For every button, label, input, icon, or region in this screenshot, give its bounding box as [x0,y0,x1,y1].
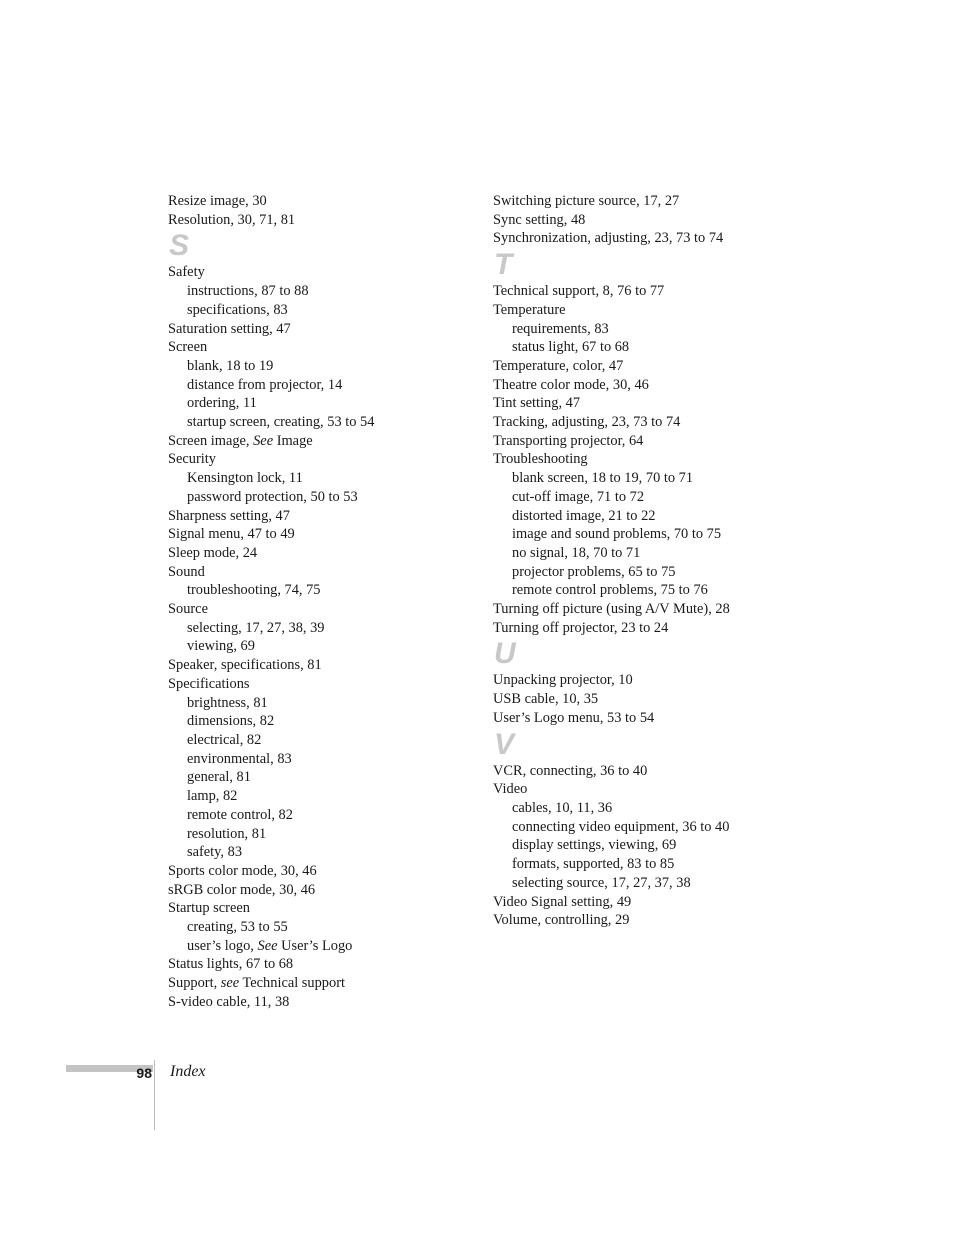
index-subentry: instructions, 87 to 88 [187,283,309,300]
index-entry: Unpacking projector, 10 [493,672,633,689]
index-column-right [493,192,793,930]
index-entry: Screen [168,339,208,356]
index-entry: Turning off picture (using A/V Mute), 28 [493,601,730,618]
entry-text: user’s logo, [187,937,258,954]
index-entry: Startup screen [168,900,250,917]
index-subentry: selecting, 17, 27, 38, 39 [187,619,325,636]
index-entry: Tracking, adjusting, 23, 73 to 74 [493,414,681,431]
cross-reference: See [253,432,274,449]
index-entry: Technical support, 8, 76 to 77 [493,283,665,300]
section-letter-t: T [494,248,513,282]
cross-reference: See [257,937,278,954]
index-subentry: cables, 10, 11, 36 [512,799,613,816]
index-entry: S-video cable, 11, 38 [168,993,290,1010]
page-number: 98 [136,1065,152,1081]
index-subentry: ordering, 11 [187,395,257,412]
entry-text: Support, [168,975,221,992]
index-entry: Transporting projector, 64 [493,432,644,449]
index-entry: Sleep mode, 24 [168,544,258,561]
entry-text: Screen image, [168,432,254,449]
index-subentry: projector problems, 65 to 75 [512,563,676,580]
index-entry: Video [493,781,528,798]
index-entry: Synchronization, adjusting, 23, 73 to 74 [493,230,724,247]
index-subentry: blank screen, 18 to 19, 70 to 71 [512,470,694,487]
index-entry: Resolution, 30, 71, 81 [168,211,296,228]
index-entry: Video Signal setting, 49 [493,893,632,910]
index-entry: Theatre color mode, 30, 46 [493,376,649,393]
index-entry: Saturation setting, 47 [168,320,291,337]
index-subentry: requirements, 83 [512,320,609,337]
index-entry: Sound [168,563,205,580]
index-subentry: specifications, 83 [187,301,288,318]
index-entry: User’s Logo menu, 53 to 54 [493,709,655,726]
section-title: Index [170,1063,206,1080]
index-entry: Turning off projector, 23 to 24 [493,619,669,636]
index-entry [168,974,468,993]
index-subentry: status light, 67 to 68 [512,339,630,356]
index-subentry: remote control, 82 [187,806,293,823]
index-subentry: creating, 53 to 55 [187,919,288,936]
index-column-left [168,192,468,1012]
index-entry: sRGB color mode, 30, 46 [168,881,316,898]
index-subentry: resolution, 81 [187,825,267,842]
index-entry: Signal menu, 47 to 49 [168,526,295,543]
index-entry: Switching picture source, 17, 27 [493,193,680,209]
index-subentry: lamp, 82 [187,788,238,805]
index-entry: Specifications [168,675,250,692]
index-entry: Resize image, 30 [168,193,267,209]
index-entry: USB cable, 10, 35 [493,691,599,708]
index-subentry: image and sound problems, 70 to 75 [512,526,722,543]
index-subentry: connecting video equipment, 36 to 40 [512,818,730,835]
index-subentry: viewing, 69 [187,638,255,655]
index-subentry: distorted image, 21 to 22 [512,507,656,524]
index-subentry: no signal, 18, 70 to 71 [512,544,641,561]
index-entry: Temperature, color, 47 [493,357,624,374]
index-subentry: display settings, viewing, 69 [512,837,677,854]
cross-reference: see [220,975,240,992]
index-subentry: blank, 18 to 19 [187,357,274,374]
index-entry: Sports color mode, 30, 46 [168,862,317,879]
index-subentry: brightness, 81 [187,694,268,711]
index-subentry: password protection, 50 to 53 [187,488,358,505]
index-entry: Safety [168,264,205,281]
index-entry: Source [168,601,208,618]
index-entry: Security [168,451,216,468]
index-subentry: general, 81 [187,769,251,786]
index-subentry: startup screen, creating, 53 to 54 [187,414,375,431]
index-subentry: electrical, 82 [187,731,262,748]
index-subentry [168,937,468,956]
index-subentry: selecting source, 17, 27, 37, 38 [512,874,691,891]
index-entry: Tint setting, 47 [493,395,581,412]
index-subentry: distance from projector, 14 [187,376,343,393]
index-entry: Sharpness setting, 47 [168,507,290,524]
section-letter-v: V [494,727,515,761]
entry-text: Image [273,432,313,449]
entry-text: Technical support [239,975,345,992]
index-subentry: safety, 83 [187,844,243,861]
section-letter-u: U [494,637,516,671]
index-subentry: environmental, 83 [187,750,292,767]
index-subentry: troubleshooting, 74, 75 [187,582,321,599]
index-entry: Temperature [493,301,566,318]
index-entry: Status lights, 67 to 68 [168,956,294,973]
index-entry: Sync setting, 48 [493,211,586,228]
index-entry: VCR, connecting, 36 to 40 [493,762,648,779]
index-entry: Volume, controlling, 29 [493,912,630,929]
index-subentry: remote control problems, 75 to 76 [512,582,708,599]
index-entry [168,432,468,451]
entry-text: User’s Logo [277,937,353,954]
index-subentry: formats, supported, 83 to 85 [512,856,675,873]
index-entry: Troubleshooting [493,451,588,468]
footer-divider [154,1060,155,1130]
index-subentry: cut-off image, 71 to 72 [512,488,645,505]
index-entry: Speaker, specifications, 81 [168,657,322,674]
section-letter-s: S [169,229,190,263]
index-subentry: Kensington lock, 11 [187,470,303,487]
index-subentry: dimensions, 82 [187,713,275,730]
